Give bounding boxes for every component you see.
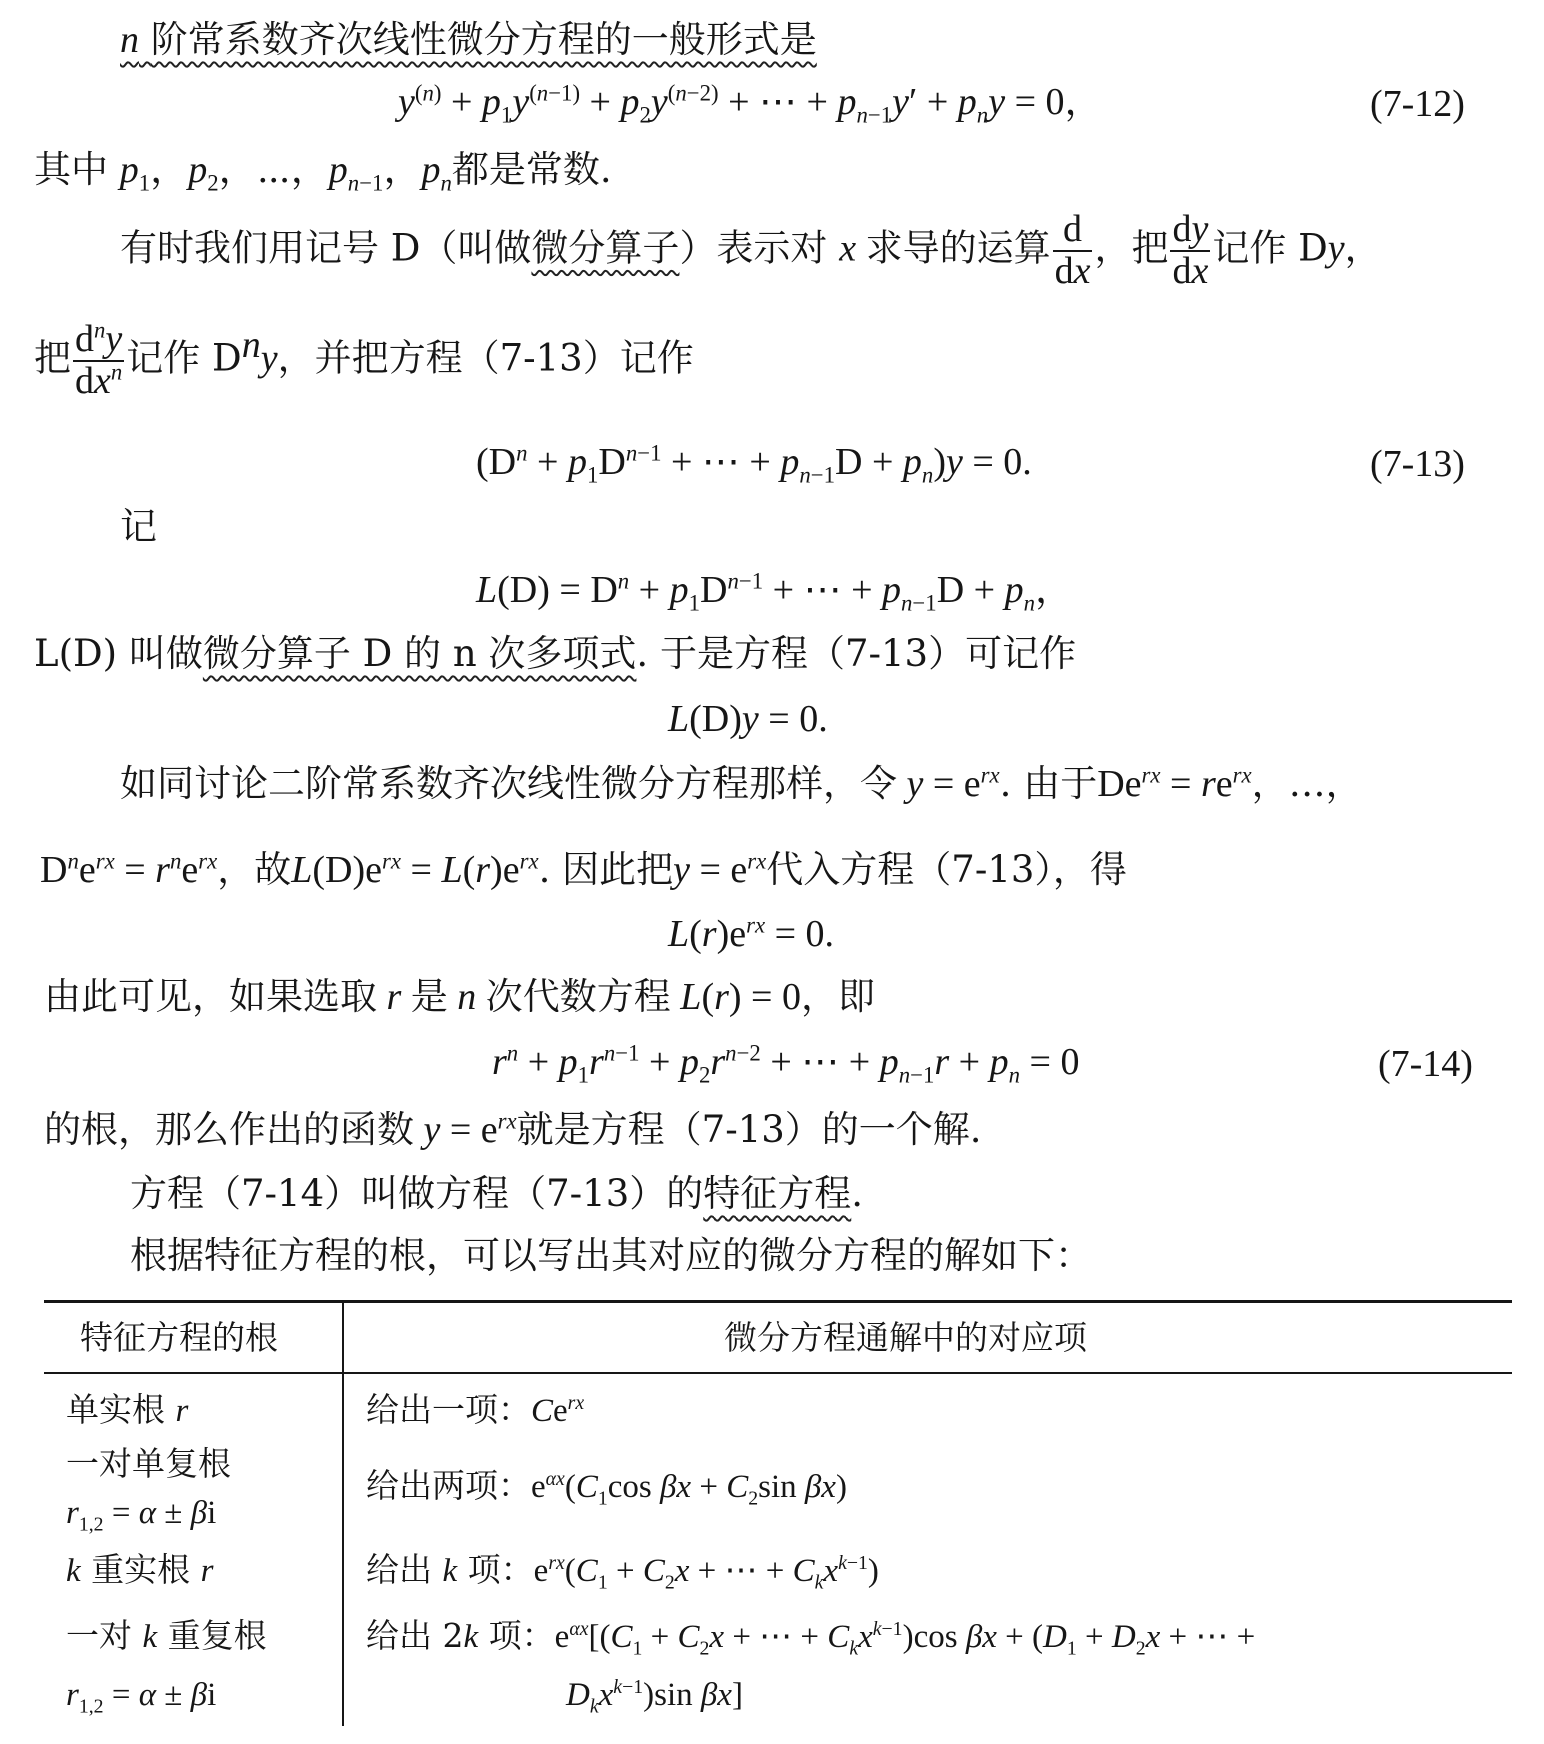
paragraph-constants: 其中 $p_1$，$p_2$，⋯，$p_{n-1}$，$p_n$都是常数. bbox=[34, 148, 612, 196]
paragraph-characteristic-equation: 方程（7-14）叫做方程（7-13）的特征方程. bbox=[130, 1172, 864, 1215]
table-top-rule bbox=[44, 1300, 1512, 1303]
table-header-terms: 微分方程通解中的对应项 bbox=[724, 1318, 1087, 1357]
paragraph-substitution-cont: $D^ne^{rx} = r^ne^{rx}$，故$L(D)e^{rx} = L(r)e^{rx}$. 因此把$y = e^{rx}$代入方程（7-13），得 bbox=[40, 848, 1127, 891]
table-row-k-complex-root: 一对 k 重复根 bbox=[66, 1616, 267, 1655]
fraction-dy-dx: $\frac{dy}{dx}$ bbox=[1172, 208, 1209, 292]
paragraph-dn-notation: 把 $\frac{d^ny}{dx^n}$ 记作 $D^ny$，并把方程（7-13）记作 bbox=[34, 317, 694, 402]
paragraph-operator-polynomial: L(D) 叫做微分算子 D 的 n 次多项式. 于是方程（7-13）可记作 bbox=[34, 632, 1077, 675]
table-header-roots: 特征方程的根 bbox=[80, 1318, 278, 1357]
table-row-k-real-term: 给出 k 项：$e^{rx}(C_1 + C_2x$ + ⋯ + $C_kx^{k-1}$) bbox=[366, 1550, 879, 1594]
paragraph-general-form bbox=[120, 18, 817, 64]
general-form-text: 阶常系数齐次线性微分方程的一般形式是 bbox=[150, 18, 817, 61]
equation-Lr-erx-zero: $L(r)e^{rx} = 0$. bbox=[668, 912, 835, 955]
table-row-k-complex-term-cont: $D_kx^{k-1})\sin$ βx] bbox=[566, 1676, 743, 1718]
table-row-single-real-term: 给出一项：$Ce^{rx}$ bbox=[366, 1390, 585, 1429]
table-row-simple-complex-root: 一对单复根 bbox=[66, 1444, 231, 1483]
table-column-divider bbox=[342, 1302, 344, 1726]
fraction-d-dx: $\frac{d}{dx}$ bbox=[1054, 208, 1091, 292]
table-row-single-real-root: 单实根 r bbox=[66, 1390, 189, 1429]
fraction-dny-dxn: $\frac{d^ny}{dx^n}$ bbox=[75, 317, 123, 402]
equation-7-14: $r^n + p_1r^{n-1} + p_2r^{n-2}$ + ⋯ + $p_{n-1}r + p_n = 0$ bbox=[492, 1040, 1080, 1088]
word-ji: 记 bbox=[120, 505, 157, 548]
equation-number-7-13: (7-13) bbox=[1370, 443, 1465, 485]
equation-7-13: ($D^n + p_1D^{n-1}$ + ⋯ + $p_{n-1}D + p_n)y = 0$. bbox=[476, 440, 1032, 488]
paragraph-root-solution: 的根，那么作出的函数 $y = e^{rx}$就是方程（7-13）的一个解. bbox=[44, 1108, 982, 1151]
table-row-simple-complex-term: 给出两项：$e^{\alpha x}(C_1\cos$ $\beta x + C_2\sin$ βx) bbox=[366, 1466, 847, 1510]
equation-number-7-14: (7-14) bbox=[1378, 1043, 1473, 1085]
term-characteristic-equation: 特征方程 bbox=[703, 1172, 852, 1215]
equation-number-7-12: (7-12) bbox=[1370, 83, 1465, 125]
equation-7-12: $y^{(n)} + p_1y^{(n-1)} + p_2y^{(n-2)}$ + ⋯ + $p_{n-1}y' + p_ny = 0$， bbox=[398, 80, 1103, 128]
table-row-simple-complex-root-value: $r_{1,2} = \alpha \pm \beta i$ bbox=[66, 1495, 217, 1536]
table-row-k-complex-root-value: $r_{1,2} = \alpha \pm \beta i$ bbox=[66, 1677, 217, 1718]
paragraph-differential-operator: 有时我们用记号 D（叫做微分算子）表示对 x 求导的运算 $\frac{d}{dx}$ ，把 $\frac{dy}{dx}$ 记作 Dy， bbox=[120, 208, 1382, 292]
paragraph-algebraic-equation: 由此可见，如果选取 r 是 n 次代数方程 L(r) = 0，即 bbox=[44, 975, 875, 1018]
equation-LD-y-zero: L(D)y = 0. bbox=[668, 698, 828, 740]
equation-LD-definition: $L(D) = D^n + p_1D^{n-1}$ + ⋯ + $p_{n-1}D + p_n$， bbox=[476, 568, 1073, 616]
table-row-k-real-root: k 重实根 r bbox=[66, 1550, 214, 1589]
paragraph-substitution: 如同讨论二阶常系数齐次线性微分方程那样，令 $y = e^{rx}$. 由于$De^{rx} = re^{rx}$，…， bbox=[120, 762, 1363, 805]
term-differential-operator: 微分算子 bbox=[531, 226, 680, 270]
paragraph-table-intro: 根据特征方程的根，可以写出其对应的微分方程的解如下： bbox=[130, 1234, 1092, 1277]
term-operator-polynomial: 微分算子 D 的 n 次多项式 bbox=[202, 632, 637, 675]
table-row-k-complex-term: 给出 2k 项：$e^{\alpha x}[(C_1 + C_2x$ + ⋯ + $C_kx^{k-1})\cos$ $\beta x + (D_1 + D_2x$ + ⋯ + bbox=[366, 1616, 1256, 1660]
table-header-rule bbox=[44, 1372, 1512, 1374]
var-n: n bbox=[120, 19, 139, 61]
